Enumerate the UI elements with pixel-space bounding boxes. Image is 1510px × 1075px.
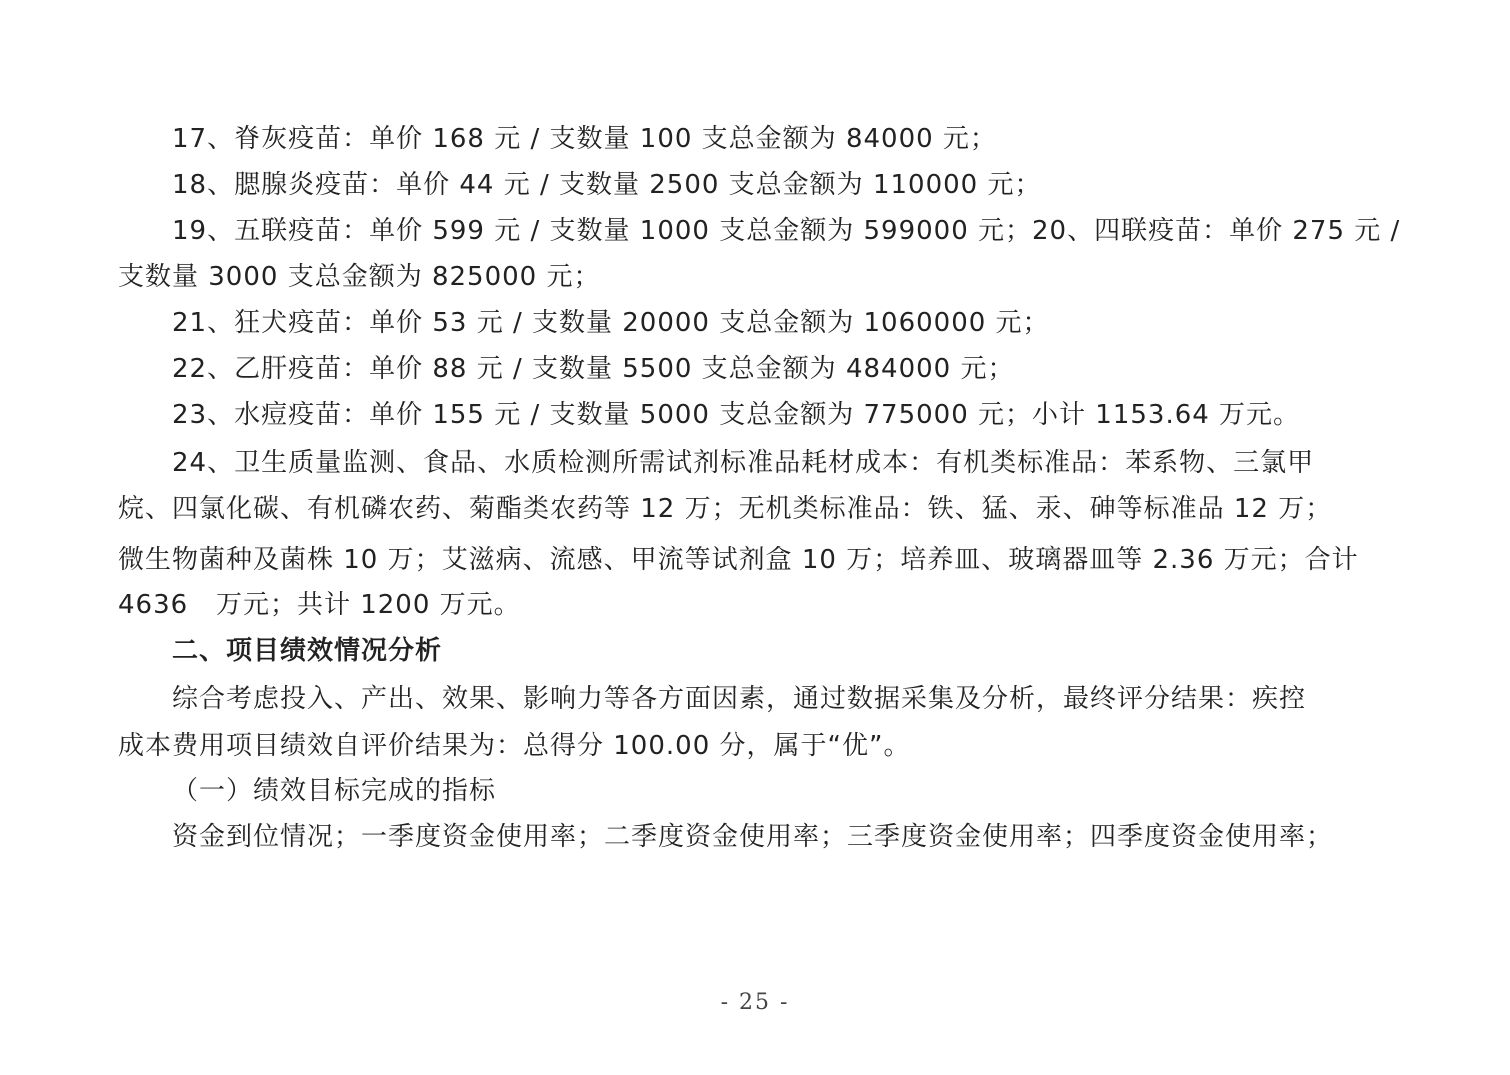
text-line-22: 22、乙肝疫苗：单价 88 元 / 支数量 5500 支总金额为 484000 元； xyxy=(172,354,1015,384)
text-line-24-cont-2: 微生物菌种及菌株 10 万；艾滋病、流感、甲流等试剂盒 10 万；培养皿、玻璃器皿等 2.36 万元；合计 xyxy=(118,545,1359,575)
text-line-21: 21、狂犬疫苗：单价 53 元 / 支数量 20000 支总金额为 1060000 元； xyxy=(172,308,1050,338)
text-line-indicators: 资金到位情况；一季度资金使用率；二季度资金使用率；三季度资金使用率；四季度资金使用率； xyxy=(172,822,1334,852)
text-line-19-20: 19、五联疫苗：单价 599 元 / 支数量 1000 支总金额为 599000 元；20、四联疫苗：单价 275 元 / xyxy=(172,216,1401,246)
text-line-24-cont-3: 4636 万元；共计 1200 万元。 xyxy=(118,590,521,620)
text-line-20-cont: 支数量 3000 支总金额为 825000 元； xyxy=(118,262,601,292)
page-number: - 25 - xyxy=(720,990,790,1015)
text-line-18: 18、腮腺炎疫苗：单价 44 元 / 支数量 2500 支总金额为 110000 元； xyxy=(172,170,1042,200)
text-line-17: 17、脊灰疫苗：单价 168 元 / 支数量 100 支总金额为 84000 元； xyxy=(172,124,997,154)
section-heading: 二、项目绩效情况分析 xyxy=(172,636,443,666)
subsection-heading: （一）绩效目标完成的指标 xyxy=(172,776,497,806)
text-line-23: 23、水痘疫苗：单价 155 元 / 支数量 5000 支总金额为 775000 元；小计 1153.64 万元。 xyxy=(172,400,1301,430)
text-line-analysis-1: 综合考虑投入、产出、效果、影响力等各方面因素，通过数据采集及分析，最终评分结果：疾控 xyxy=(172,684,1307,714)
text-line-24: 24、卫生质量监测、食品、水质检测所需试剂标准品耗材成本：有机类标准品：苯系物、三氯甲 xyxy=(172,448,1315,478)
text-line-24-cont-1: 烷、四氯化碳、有机磷农药、菊酯类农药等 12 万；无机类标准品：铁、猛、汞、砷等标准品 12 万； xyxy=(118,494,1333,524)
text-line-analysis-2: 成本费用项目绩效自评价结果为：总得分 100.00 分，属于“优”。 xyxy=(118,731,911,761)
